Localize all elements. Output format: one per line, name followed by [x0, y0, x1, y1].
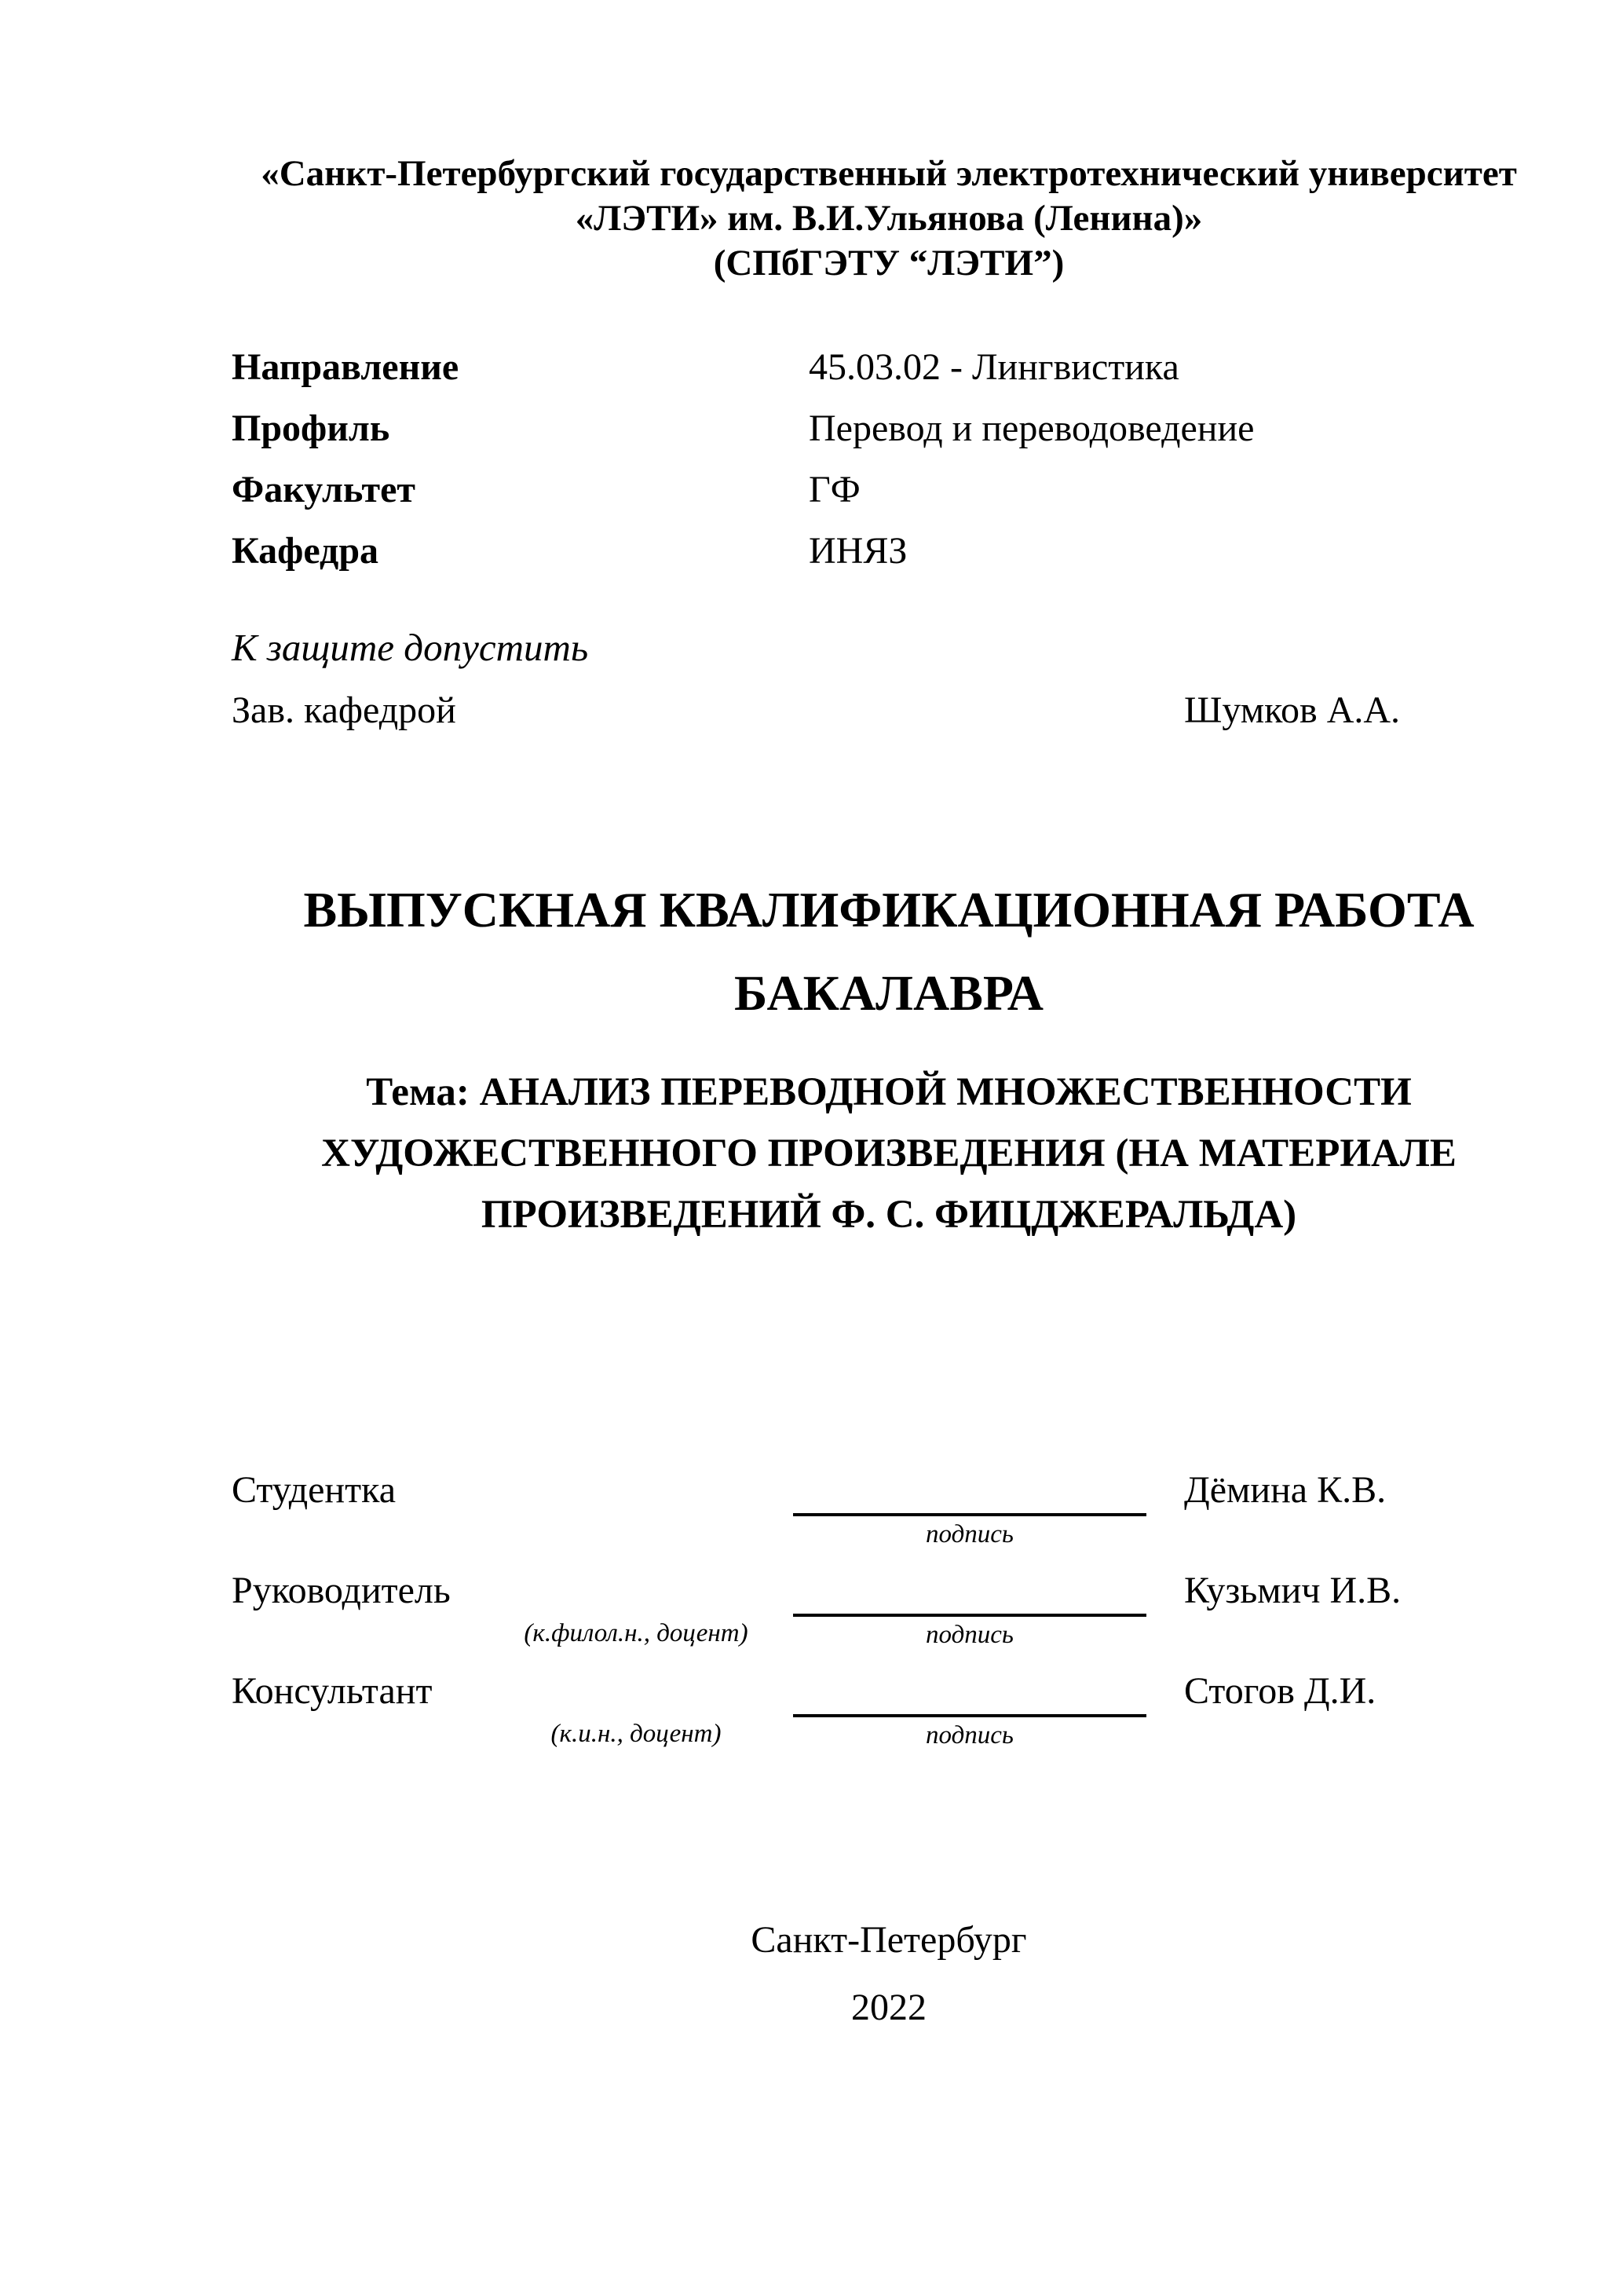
university-header: [232, 152, 1546, 286]
field-row-faculty: [232, 470, 1546, 532]
signature-caption-student: подпись: [926, 1520, 1014, 1548]
university-header-line-1: «Санкт-Петербургский государственный электротехнический университет: [261, 153, 1517, 194]
signature-block: [232, 1470, 1546, 1771]
signature-row-supervisor: [232, 1570, 1546, 1671]
field-label-department: Кафедра: [232, 530, 379, 572]
admission-note: К защите допустить: [232, 626, 589, 669]
department-head-label: Зав. кафедрой: [232, 689, 456, 731]
role-label-supervisor: Руководитель: [232, 1570, 451, 1611]
field-value-faculty: ГФ: [809, 469, 861, 510]
field-label-faculty: Факультет: [232, 469, 415, 510]
theme-line-1: Тема: АНАЛИЗ ПЕРЕВОДНОЙ МНОЖЕСТВЕННОСТИ: [366, 1070, 1412, 1114]
signature-row-consultant: [232, 1671, 1546, 1771]
signatory-name-student: Дёмина К.В.: [1184, 1469, 1387, 1511]
department-head-name: Шумков А.А.: [1184, 689, 1401, 731]
role-label-student: Студентка: [232, 1469, 396, 1511]
qualification-label-consultant: (к.и.н., доцент): [550, 1720, 722, 1748]
footer-year: 2022: [851, 1987, 927, 2028]
work-title-line-2: БАКАЛАВРА: [733, 965, 1044, 1021]
theme: [232, 1062, 1546, 1245]
signature-row-student: [232, 1470, 1546, 1570]
field-value-profile: Перевод и переводоведение: [809, 408, 1255, 449]
signature-line-student: [793, 1513, 1146, 1516]
field-label-profile: Профиль: [232, 408, 390, 449]
department-head-row: [232, 690, 1546, 731]
field-label-direction: Направление: [232, 346, 459, 388]
field-value-department: ИНЯЗ: [809, 530, 908, 572]
theme-line-2: ХУДОЖЕСТВЕННОГО ПРОИЗВЕДЕНИЯ (НА МАТЕРИАЛЕ: [321, 1132, 1457, 1175]
signatory-name-consultant: Стогов Д.И.: [1184, 1670, 1376, 1712]
signatory-name-supervisor: Кузьмич И.В.: [1184, 1570, 1402, 1611]
field-row-direction: [232, 348, 1546, 409]
role-label-consultant: Консультант: [232, 1670, 433, 1712]
university-header-line-2: «ЛЭТИ» им. В.И.Ульянова (Ленина)»: [575, 198, 1203, 239]
footer-city: Санкт-Петербург: [751, 1919, 1027, 1961]
qualification-label-supervisor: (к.филол.н., доцент): [524, 1619, 748, 1647]
signature-line-consultant: [793, 1714, 1146, 1717]
signature-caption-supervisor: подпись: [926, 1621, 1014, 1649]
theme-line-3: ПРОИЗВЕДЕНИЙ Ф. С. ФИЦДЖЕРАЛЬДА): [481, 1193, 1297, 1237]
signature-line-supervisor: [793, 1614, 1146, 1617]
field-row-profile: [232, 409, 1546, 470]
university-header-line-3: (СПбГЭТУ “ЛЭТИ”): [713, 243, 1065, 283]
work-title-line-1: ВЫПУСКНАЯ КВАЛИФИКАЦИОННАЯ РАБОТА: [303, 882, 1475, 938]
work-title: [232, 868, 1546, 1035]
signature-caption-consultant: подпись: [926, 1721, 1014, 1749]
field-row-department: [232, 532, 1546, 593]
field-value-direction: 45.03.02 - Лингвистика: [809, 346, 1179, 388]
program-fields: [232, 348, 1546, 593]
